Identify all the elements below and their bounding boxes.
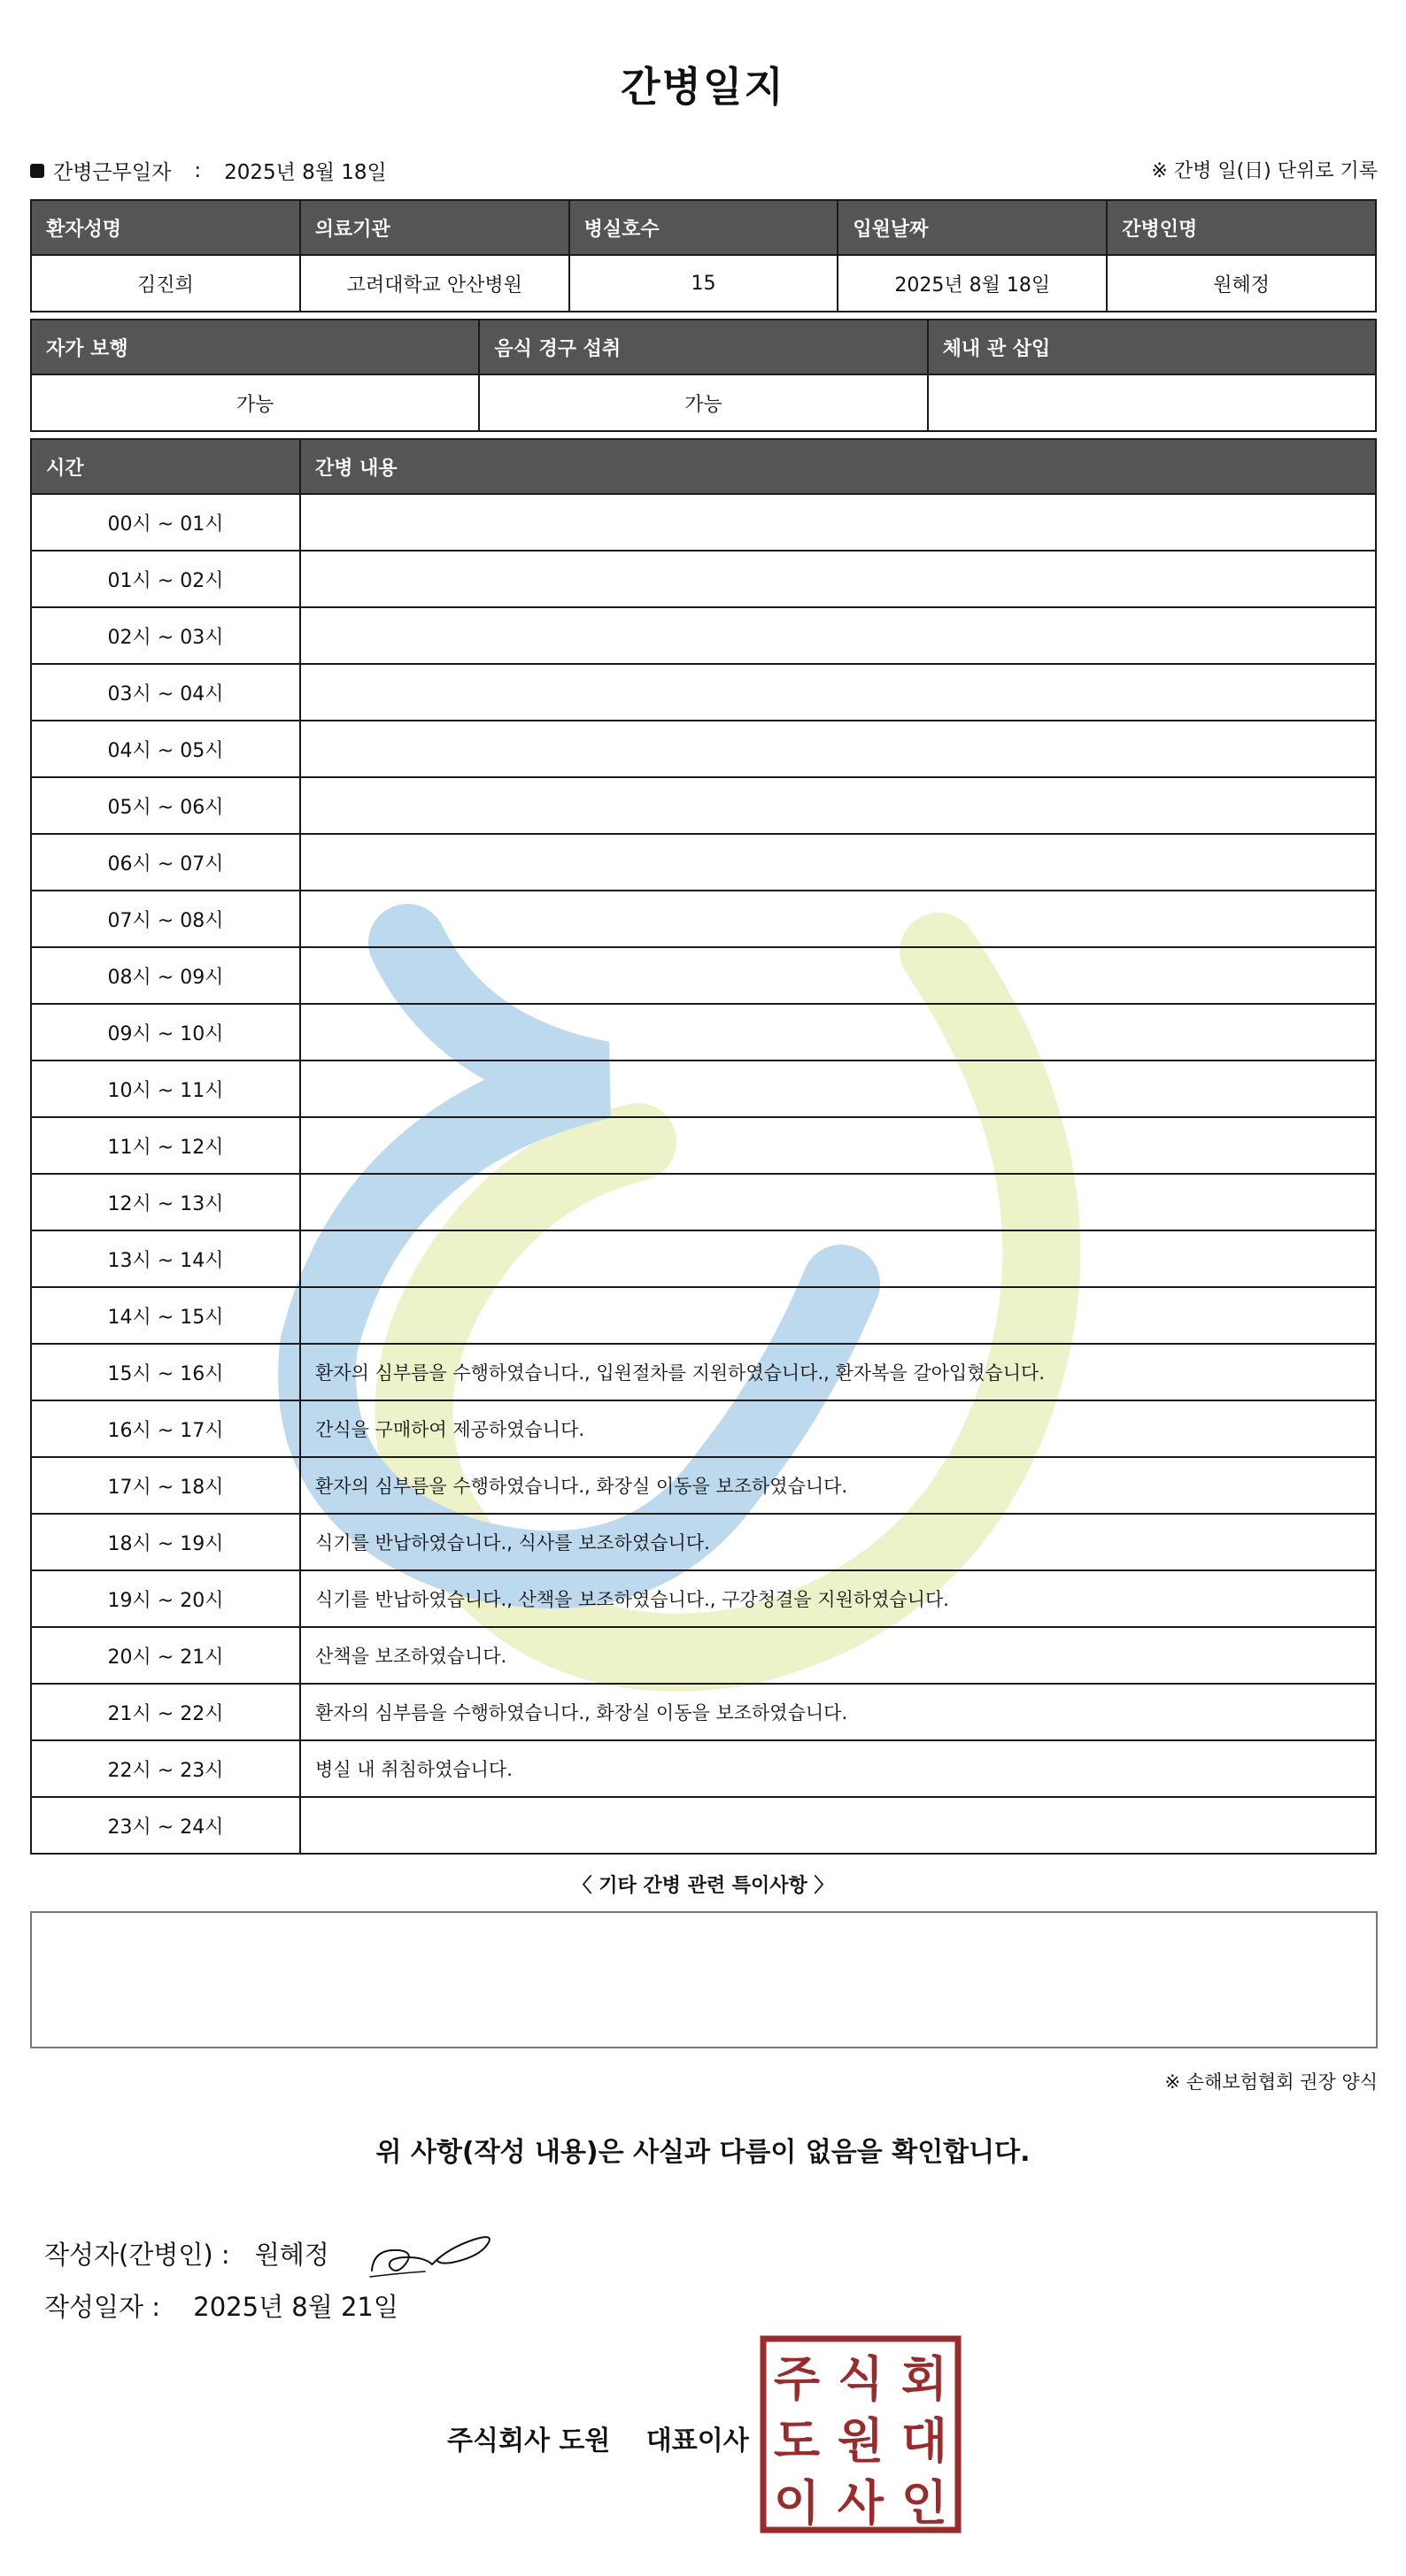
caregiver-name: 원혜정 xyxy=(1107,255,1376,312)
log-row xyxy=(31,947,1376,1004)
log-row xyxy=(31,1287,1376,1344)
log-time: 11시 ~ 12시 xyxy=(31,1117,300,1174)
log-content xyxy=(300,777,1376,834)
log-time: 14시 ~ 15시 xyxy=(31,1287,300,1344)
log-time: 05시 ~ 06시 xyxy=(31,777,300,834)
work-date-label: 간병근무일자 xyxy=(53,161,172,184)
log-row xyxy=(31,1740,1376,1797)
written-date-line xyxy=(44,2287,398,2324)
company-name: 주식회사 도원 xyxy=(447,2426,611,2456)
oral-intake-value: 가능 xyxy=(479,374,927,431)
log-row xyxy=(31,1400,1376,1457)
log-content: 간식을 구매하여 제공하였습니다. xyxy=(300,1400,1376,1457)
log-row xyxy=(31,1570,1376,1627)
log-content xyxy=(300,947,1376,1004)
log-content xyxy=(300,891,1376,947)
log-content xyxy=(300,1174,1376,1230)
header-caregiver-name: 간병인명 xyxy=(1107,200,1376,255)
log-time: 16시 ~ 17시 xyxy=(31,1400,300,1457)
log-content xyxy=(300,494,1376,551)
log-content: 환자의 심부름을 수행하였습니다., 입원절차를 지원하였습니다., 환자복을 갈아입혔습니다. xyxy=(300,1344,1376,1400)
log-row xyxy=(31,834,1376,891)
patient-name: 김진희 xyxy=(31,255,300,312)
log-content xyxy=(300,721,1376,777)
header-oral-intake: 음식 경구 섭취 xyxy=(479,320,927,374)
log-content xyxy=(300,1797,1376,1854)
log-row xyxy=(31,1684,1376,1740)
log-row xyxy=(31,1514,1376,1570)
log-time: 02시 ~ 03시 xyxy=(31,607,300,664)
log-content xyxy=(300,664,1376,721)
patient-info-table xyxy=(30,199,1377,312)
log-row xyxy=(31,1230,1376,1287)
confirmation-statement: 위 사항(작성 내용)은 사실과 다름이 없음을 확인합니다. xyxy=(375,2137,1031,2168)
self-walking-value: 가능 xyxy=(31,374,479,431)
log-content: 산책을 보조하였습니다. xyxy=(300,1627,1376,1684)
header-patient-name: 환자성명 xyxy=(31,200,300,255)
log-content xyxy=(300,1117,1376,1174)
svg-text:도: 도 xyxy=(773,2413,821,2469)
log-row xyxy=(31,494,1376,551)
log-time: 15시 ~ 16시 xyxy=(31,1344,300,1400)
work-date-separator: : xyxy=(194,158,202,182)
log-content xyxy=(300,1230,1376,1287)
header-time: 시간 xyxy=(31,439,300,494)
log-time: 22시 ~ 23시 xyxy=(31,1740,300,1797)
log-time: 19시 ~ 20시 xyxy=(31,1570,300,1627)
log-row xyxy=(31,891,1376,947)
svg-text:식: 식 xyxy=(837,2351,885,2407)
log-content: 식기를 반납하였습니다., 산책을 보조하였습니다., 구강청결을 지원하였습니다. xyxy=(300,1570,1376,1627)
special-notes-title: 〈 기타 간병 관련 특이사항 〉 xyxy=(572,1875,834,1897)
handwritten-signature xyxy=(363,2222,505,2284)
log-time: 09시 ~ 10시 xyxy=(31,1004,300,1060)
writer-line xyxy=(44,2222,505,2284)
log-time: 08시 ~ 09시 xyxy=(31,947,300,1004)
log-time: 13시 ~ 14시 xyxy=(31,1230,300,1287)
bullet-icon xyxy=(30,164,44,178)
log-time: 12시 ~ 13시 xyxy=(31,1174,300,1230)
writer-label: 작성자(간병인) : xyxy=(44,2239,230,2270)
representative-title: 대표이사 xyxy=(645,2426,749,2456)
svg-text:원: 원 xyxy=(837,2413,885,2469)
patient-status-table xyxy=(30,319,1377,432)
log-content xyxy=(300,1287,1376,1344)
svg-text:인: 인 xyxy=(900,2475,948,2531)
company-seal-stamp xyxy=(760,2335,962,2534)
log-row xyxy=(31,1457,1376,1514)
header-self-walking: 자가 보행 xyxy=(31,320,479,374)
log-row xyxy=(31,607,1376,664)
log-content xyxy=(300,551,1376,607)
log-time: 18시 ~ 19시 xyxy=(31,1514,300,1570)
log-row xyxy=(31,551,1376,607)
log-content xyxy=(300,1004,1376,1060)
header-room-number: 병실호수 xyxy=(569,200,838,255)
work-date-value: 2025년 8월 18일 xyxy=(224,161,387,184)
svg-text:주: 주 xyxy=(773,2351,821,2407)
log-content: 환자의 심부름을 수행하였습니다., 화장실 이동을 보조하였습니다. xyxy=(300,1684,1376,1740)
company-signature-line xyxy=(447,2418,749,2457)
log-time: 10시 ~ 11시 xyxy=(31,1060,300,1117)
log-row xyxy=(31,1060,1376,1117)
log-content: 병실 내 취침하였습니다. xyxy=(300,1740,1376,1797)
room-number: 15 xyxy=(569,255,838,312)
log-content xyxy=(300,834,1376,891)
log-row xyxy=(31,1117,1376,1174)
log-row xyxy=(31,777,1376,834)
svg-text:회: 회 xyxy=(900,2351,948,2407)
svg-text:대: 대 xyxy=(900,2413,948,2469)
tube-insertion-value xyxy=(928,374,1376,431)
svg-text:사: 사 xyxy=(837,2475,885,2531)
header-admission-date: 입원날짜 xyxy=(838,200,1107,255)
log-time: 07시 ~ 08시 xyxy=(31,891,300,947)
log-time: 21시 ~ 22시 xyxy=(31,1684,300,1740)
document-title: 간병일지 xyxy=(621,63,785,111)
written-date-value: 2025년 8월 21일 xyxy=(193,2292,398,2322)
header-care-content: 간병 내용 xyxy=(300,439,1376,494)
log-time: 20시 ~ 21시 xyxy=(31,1627,300,1684)
log-time: 06시 ~ 07시 xyxy=(31,834,300,891)
svg-text:이: 이 xyxy=(773,2475,821,2531)
care-log-table xyxy=(30,438,1377,1855)
header-tube-insertion: 체내 관 삽입 xyxy=(928,320,1376,374)
special-notes-box xyxy=(30,1911,1378,2048)
log-row xyxy=(31,1627,1376,1684)
log-row xyxy=(31,721,1376,777)
form-note: ※ 손해보험협회 권장 양식 xyxy=(1164,2071,1378,2093)
admission-date: 2025년 8월 18일 xyxy=(838,255,1107,312)
writer-name: 원혜정 xyxy=(254,2239,329,2270)
work-date-line xyxy=(30,156,387,185)
log-content: 식기를 반납하였습니다., 식사를 보조하였습니다. xyxy=(300,1514,1376,1570)
log-content: 환자의 심부름을 수행하였습니다., 화장실 이동을 보조하였습니다. xyxy=(300,1457,1376,1514)
unit-note: ※ 간병 일(日) 단위로 기록 xyxy=(1151,160,1378,182)
log-time: 17시 ~ 18시 xyxy=(31,1457,300,1514)
log-time: 00시 ~ 01시 xyxy=(31,494,300,551)
header-hospital: 의료기관 xyxy=(300,200,569,255)
log-row xyxy=(31,1004,1376,1060)
log-row xyxy=(31,1174,1376,1230)
log-row xyxy=(31,664,1376,721)
log-content xyxy=(300,607,1376,664)
log-row xyxy=(31,1344,1376,1400)
log-time: 04시 ~ 05시 xyxy=(31,721,300,777)
log-time: 23시 ~ 24시 xyxy=(31,1797,300,1854)
log-content xyxy=(300,1060,1376,1117)
hospital-name: 고려대학교 안산병원 xyxy=(300,255,569,312)
written-date-label: 작성일자 : xyxy=(44,2292,161,2322)
log-time: 03시 ~ 04시 xyxy=(31,664,300,721)
log-time: 01시 ~ 02시 xyxy=(31,551,300,607)
log-row xyxy=(31,1797,1376,1854)
